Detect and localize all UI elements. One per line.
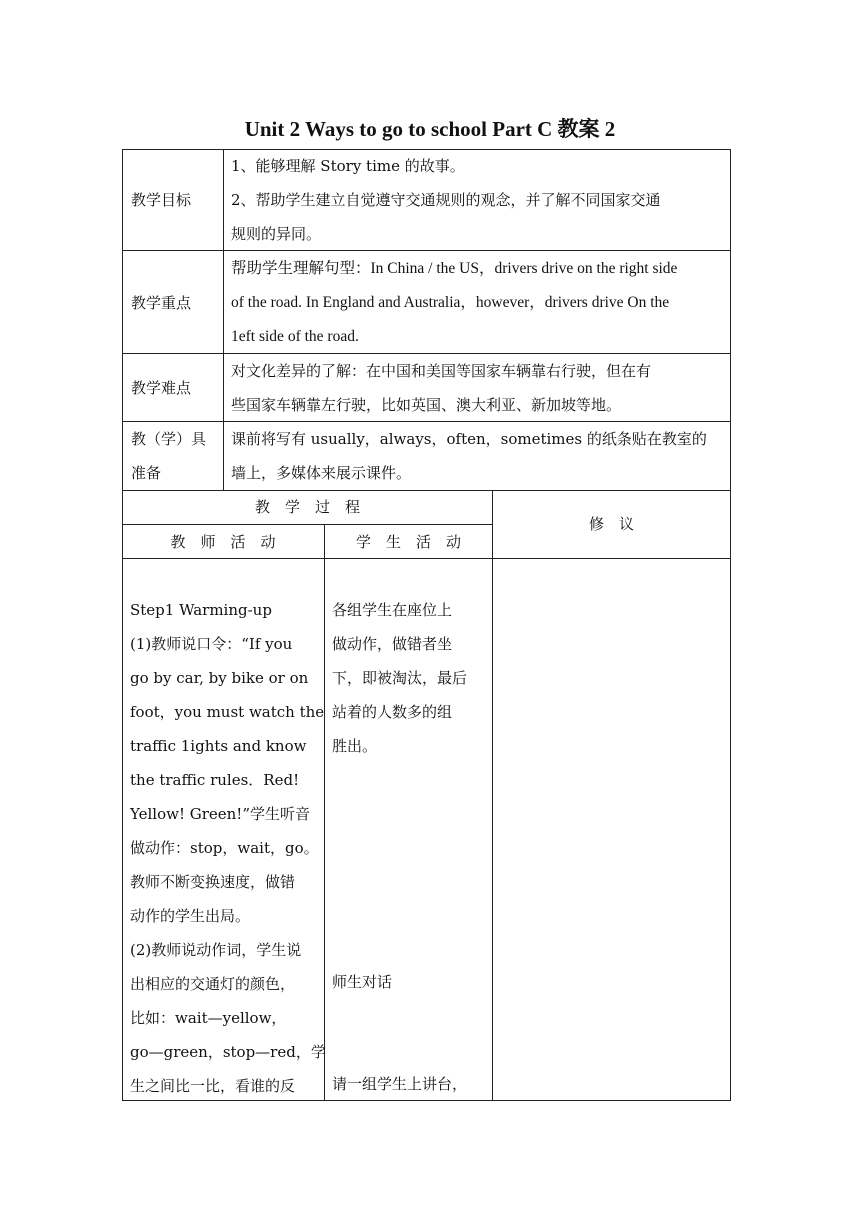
key-points-label: 教学重点 <box>131 294 192 312</box>
student-line: 做动作，做错者坐 <box>332 635 453 653</box>
preparation-line: 墙上，多媒体来展示课件。 <box>231 464 412 482</box>
key-points-line: of the road. In England and Australia，however，drivers drive On the <box>231 294 670 311</box>
teacher-line: Step1 Warming-up <box>130 601 272 619</box>
teacher-line: the traffic rules．Red! <box>130 771 300 789</box>
revision-divider <box>492 490 493 1101</box>
teacher-line: 教师不断变换速度，做错 <box>130 873 296 891</box>
preparation-label-line: 准备 <box>131 464 162 482</box>
student-line: 胜出。 <box>332 737 378 755</box>
teacher-line: 做动作：stop，wait，go。 <box>130 839 319 857</box>
difficulties-line: 些国家车辆靠左行驶，比如英国、澳大利亚、新加坡等地。 <box>231 396 622 414</box>
student-activity-block <box>332 593 467 763</box>
page-title: Unit 2 Ways to go to school Part C 教案 2 <box>244 117 616 141</box>
goals-line: 规则的异同。 <box>231 225 322 243</box>
preparation-line: 课前将写有 usually，always，often，sometimes 的纸条贴在教室的 <box>231 430 707 448</box>
teacher-line: 生之间比一比，看谁的反 <box>130 1077 296 1095</box>
student-activity-header: 学 生 活 动 <box>355 533 461 551</box>
teacher-line: (1)教师说口令：“If you <box>130 635 293 653</box>
preparation-label-line: 教（学）具 <box>131 430 207 448</box>
table-border-right <box>730 149 731 1101</box>
key-points-content <box>231 252 677 354</box>
teacher-line: 比如：wait—yellow， <box>130 1009 287 1027</box>
student-activity-dialogue: 师生对话 <box>332 973 393 991</box>
table-border-left <box>122 149 123 1101</box>
teacher-activity-content <box>130 593 326 1103</box>
teacher-line: 动作的学生出局。 <box>130 907 251 925</box>
teacher-line: foot，you must watch the <box>130 703 325 721</box>
label-divider <box>223 149 224 491</box>
difficulties-line: 对文化差异的了解：在中国和美国等国家车辆靠右行驶，但在有 <box>231 362 652 380</box>
teacher-line: (2)教师说动作词，学生说 <box>130 941 302 959</box>
goals-label: 教学目标 <box>131 191 192 209</box>
process-header: 教 学 过 程 <box>254 498 360 516</box>
preparation-content <box>231 422 707 490</box>
student-line: 各组学生在座位上 <box>332 601 453 619</box>
difficulties-content <box>231 354 651 422</box>
goals-content <box>231 149 661 251</box>
key-points-line: 1eft side of the road. <box>231 328 359 345</box>
key-points-line: 帮助学生理解句型：In China / the US，drivers drive on the right side <box>231 260 678 277</box>
teacher-activity-header: 教 师 活 动 <box>170 533 276 551</box>
student-activity-stage: 请一组学生上讲台， <box>332 1075 468 1093</box>
teacher-line: Yellow! Green!”学生听音 <box>130 805 311 823</box>
student-line: 下，即被淘汰，最后 <box>332 669 468 687</box>
teacher-line: go—green，stop—red，学 <box>130 1043 326 1061</box>
difficulties-label: 教学难点 <box>131 379 192 397</box>
revision-header: 修 议 <box>588 515 634 533</box>
teacher-line: go by car, by bike or on <box>130 669 309 687</box>
preparation-label <box>131 422 206 490</box>
student-line: 站着的人数多的组 <box>332 703 453 721</box>
goals-line: 2、帮助学生建立自觉遵守交通规则的观念，并了解不同国家交通 <box>231 191 661 209</box>
teacher-line: traffic 1ights and know <box>130 737 307 755</box>
goals-line: 1、能够理解 Story time 的故事。 <box>231 157 465 175</box>
teacher-line: 出相应的交通灯的颜色， <box>130 975 296 993</box>
